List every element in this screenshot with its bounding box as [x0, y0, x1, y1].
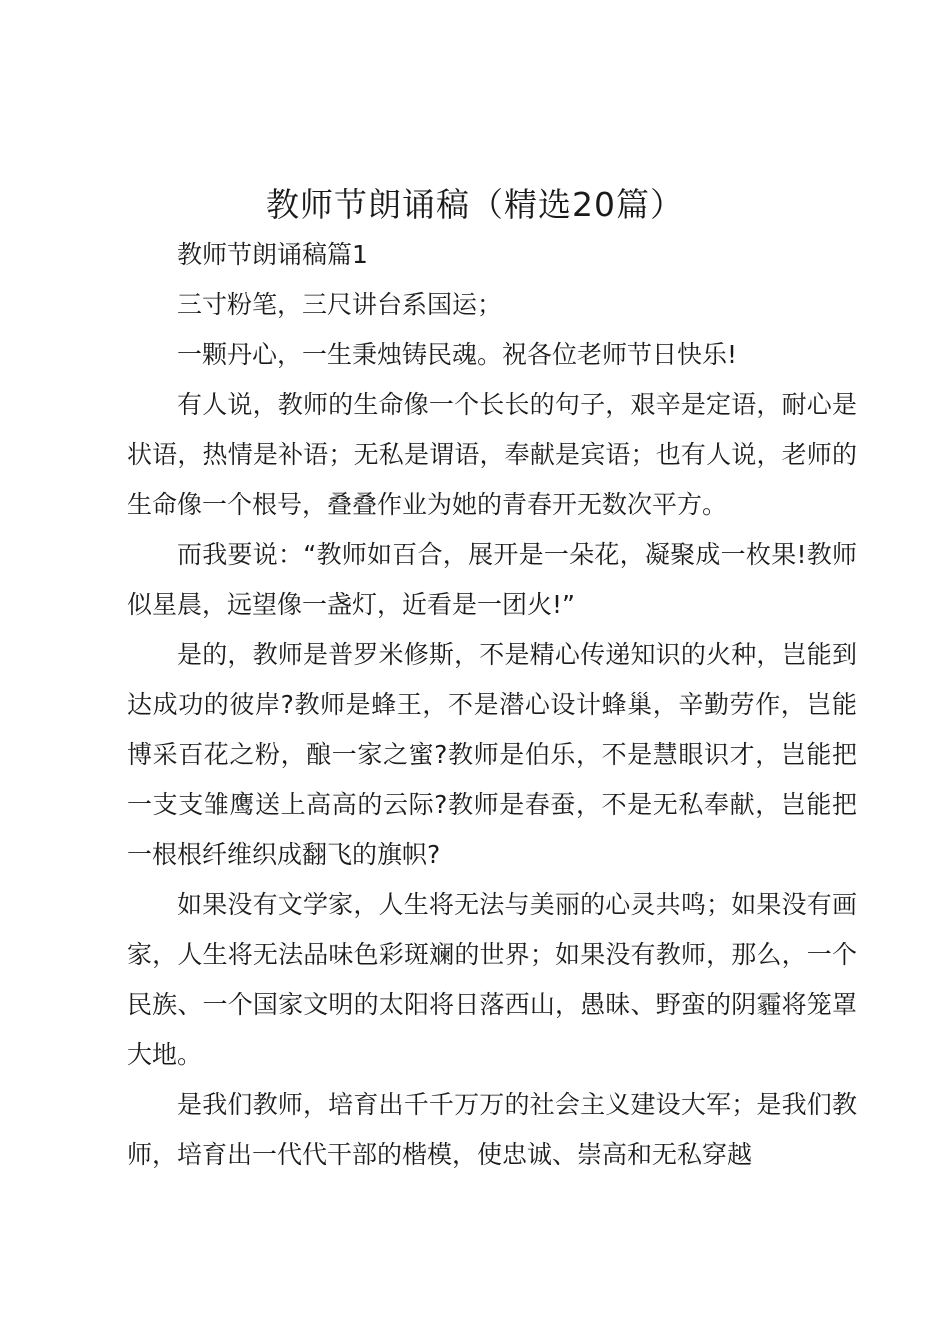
paragraph: 是的，教师是普罗米修斯，不是精心传递知识的火种，岂能到达成功的彼岸?教师是蜂王，不是潜心设计蜂巢，辛勤劳作，岂能博采百花之粉，酿一家之蜜?教师是伯乐，不是慧眼识才，岂能把一支支雏鹰送上高高的云际?教师是春蚕，不是无私奉献，岂能把一根根纤维织成翻飞的旗帜?: [127, 640, 857, 869]
document-body: [127, 230, 857, 1180]
section-heading: 教师节朗诵稿篇1: [177, 240, 368, 269]
paragraph: 是我们教师，培育出千千万万的社会主义建设大军；是我们教师，培育出一代代干部的楷模，使忠诚、崇高和无私穿越: [127, 1090, 857, 1169]
document-title: 教师节朗诵稿（精选20篇）: [266, 185, 684, 224]
paragraph: 而我要说：“教师如百合，展开是一朵花，凝聚成一枚果!教师似星晨，远望像一盏灯，近看是一团火!”: [127, 540, 857, 619]
paragraph: 一颗丹心，一生秉烛铸民魂。祝各位老师节日快乐!: [177, 340, 738, 369]
paragraph: 有人说，教师的生命像一个长长的句子，艰辛是定语，耐心是状语，热情是补语；无私是谓语，奉献是宾语；也有人说，老师的生命像一个根号，叠叠作业为她的青春开无数次平方。: [127, 390, 857, 519]
paragraph: 如果没有文学家，人生将无法与美丽的心灵共鸣；如果没有画家，人生将无法品味色彩斑斓的世界；如果没有教师，那么，一个民族、一个国家文明的太阳将日落西山，愚昧、野蛮的阴霾将笼罩大地。: [127, 890, 857, 1069]
paragraph: 三寸粉笔，三尺讲台系国运；: [177, 290, 503, 319]
